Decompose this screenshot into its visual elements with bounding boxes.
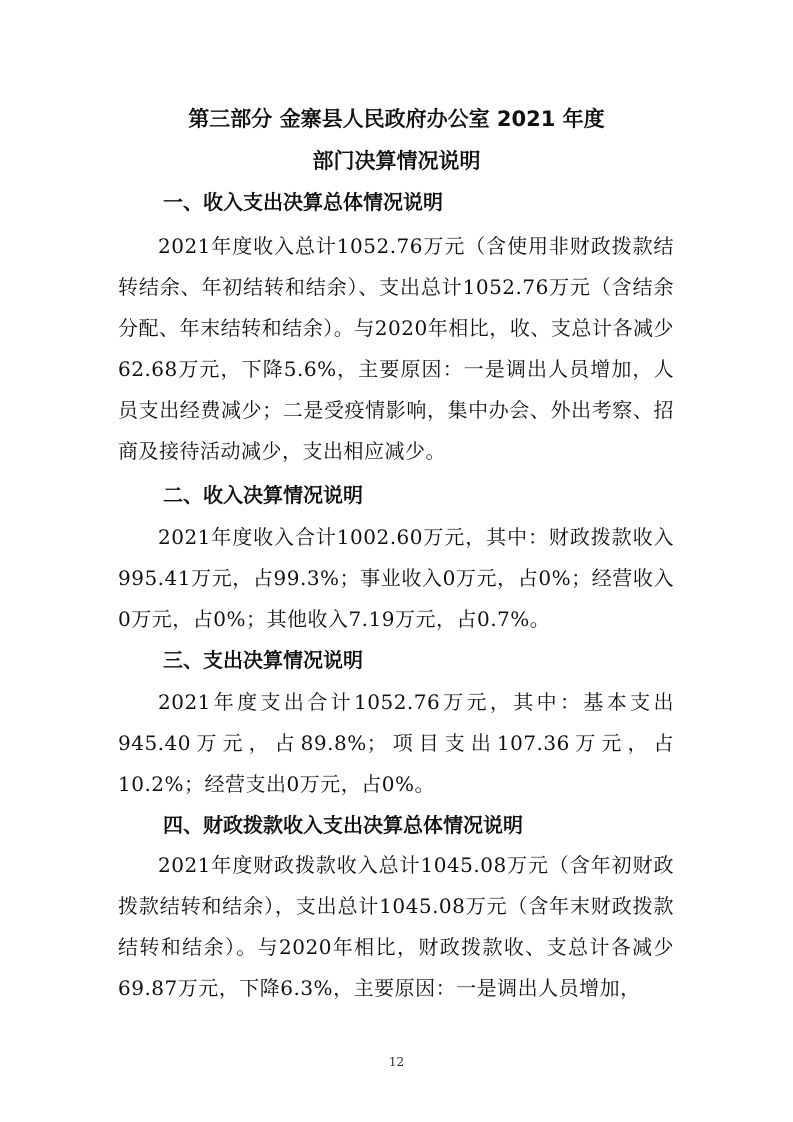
document-title: 第三部分 金寨县人民政府办公室 2021 年度	[188, 107, 605, 131]
section-paragraph-1: 2021年度收入总计1052.76万元（含使用非财政拨款结转结余、年初结转和结余）、支出总计1052.76万元（含结余分配、年末结转和结余）。与2020年相比，收、支总计各减少62.68万元，下降5.6%，主要原因：一是调出人员增加，人员支出经费减少；二是受疫情影响，集中办会、外出考察、招商及接待活动减少，支出相应减少。	[118, 234, 674, 463]
section-heading-1: 一、收入支出决算总体情况说明	[163, 190, 443, 214]
section-heading-4: 四、财政拨款收入支出决算总体情况说明	[163, 813, 523, 837]
section-heading-2: 二、收入决算情况说明	[163, 483, 363, 507]
section-paragraph-4: 2021年度财政拨款收入总计1045.08万元（含年初财政拨款结转和结余），支出总计1045.08万元（含年末财政拨款结转和结余）。与2020年相比，财政拨款收、支总计各减少69.87万元，下降6.3%，主要原因：一是调出人员增加，	[118, 853, 674, 1000]
page-number: 12	[388, 1055, 405, 1069]
document-subtitle: 部门决算情况说明	[312, 149, 481, 173]
section-paragraph-3: 2021年度支出合计1052.76万元，其中：基本支出945.40万元，占89.8%；项目支出107.36万元，占10.2%；经营支出0万元，占0%。	[118, 690, 674, 796]
section-heading-3: 三、支出决算情况说明	[163, 648, 363, 672]
section-paragraph-2: 2021年度收入合计1002.60万元，其中：财政拨款收入995.41万元，占99.3%；事业收入0万元，占0%；经营收入0万元，占0%；其他收入7.19万元，占0.7%。	[118, 525, 674, 631]
